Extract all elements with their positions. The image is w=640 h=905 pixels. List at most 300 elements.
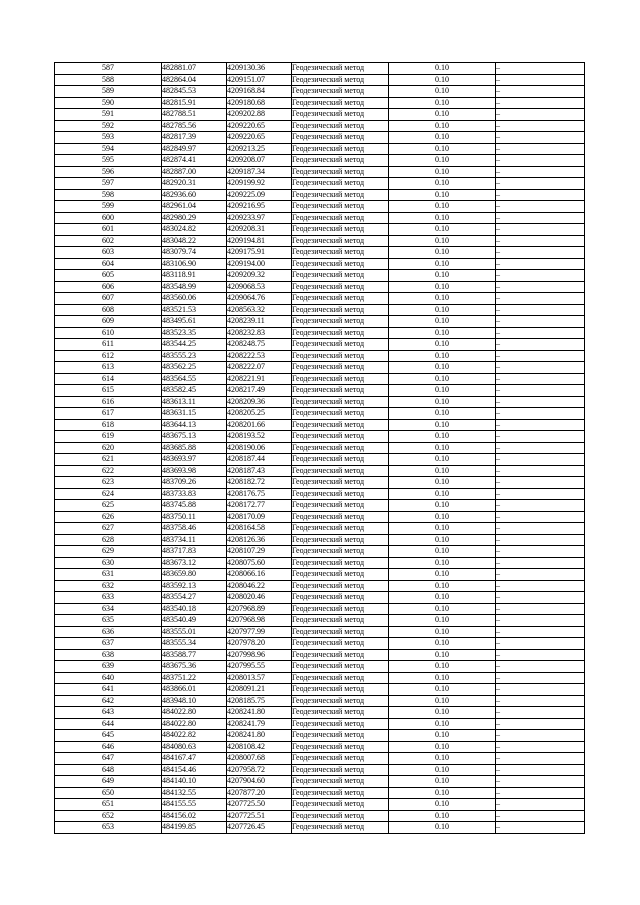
- point-number-cell: 635: [55, 615, 162, 627]
- accuracy-cell: 0.10: [389, 442, 496, 454]
- accuracy-cell: 0.10: [389, 201, 496, 213]
- accuracy-cell: 0.10: [389, 477, 496, 489]
- point-number-cell: 590: [55, 97, 162, 109]
- x-coordinate-cell: 484022.82: [162, 730, 227, 742]
- table-row: [55, 362, 585, 374]
- y-coordinate-cell: 4208563.32: [227, 304, 292, 316]
- description-cell: –: [496, 408, 585, 420]
- method-cell: Геодезический метод: [292, 638, 389, 650]
- description-cell: –: [496, 661, 585, 673]
- method-cell: Геодезический метод: [292, 178, 389, 190]
- description-cell: –: [496, 707, 585, 719]
- x-coordinate-cell: 483659.80: [162, 569, 227, 581]
- x-coordinate-cell: 482936.60: [162, 189, 227, 201]
- table-row: [55, 178, 585, 190]
- x-coordinate-cell: 483560.06: [162, 293, 227, 305]
- point-number-cell: 608: [55, 304, 162, 316]
- x-coordinate-cell: 482815.91: [162, 97, 227, 109]
- point-number-cell: 653: [55, 822, 162, 834]
- y-coordinate-cell: 4207977.99: [227, 626, 292, 638]
- y-coordinate-cell: 4208222.07: [227, 362, 292, 374]
- accuracy-cell: 0.10: [389, 753, 496, 765]
- y-coordinate-cell: 4207725.51: [227, 810, 292, 822]
- description-cell: –: [496, 672, 585, 684]
- description-cell: –: [496, 316, 585, 328]
- method-cell: Геодезический метод: [292, 488, 389, 500]
- method-cell: Геодезический метод: [292, 799, 389, 811]
- description-cell: –: [496, 787, 585, 799]
- point-number-cell: 625: [55, 500, 162, 512]
- description-cell: –: [496, 615, 585, 627]
- accuracy-cell: 0.10: [389, 580, 496, 592]
- y-coordinate-cell: 4208020.46: [227, 592, 292, 604]
- accuracy-cell: 0.10: [389, 454, 496, 466]
- coordinates-table: [54, 62, 585, 834]
- point-number-cell: 631: [55, 569, 162, 581]
- accuracy-cell: 0.10: [389, 799, 496, 811]
- description-cell: –: [496, 534, 585, 546]
- description-cell: –: [496, 764, 585, 776]
- method-cell: Геодезический метод: [292, 270, 389, 282]
- point-number-cell: 599: [55, 201, 162, 213]
- method-cell: Геодезический метод: [292, 822, 389, 834]
- accuracy-cell: 0.10: [389, 281, 496, 293]
- description-cell: –: [496, 638, 585, 650]
- accuracy-cell: 0.10: [389, 707, 496, 719]
- table-row: [55, 523, 585, 535]
- method-cell: Геодезический метод: [292, 74, 389, 86]
- point-number-cell: 591: [55, 109, 162, 121]
- point-number-cell: 613: [55, 362, 162, 374]
- table-row: [55, 753, 585, 765]
- point-number-cell: 596: [55, 166, 162, 178]
- y-coordinate-cell: 4207904.60: [227, 776, 292, 788]
- y-coordinate-cell: 4207726.45: [227, 822, 292, 834]
- x-coordinate-cell: 483555.34: [162, 638, 227, 650]
- point-number-cell: 632: [55, 580, 162, 592]
- method-cell: Геодезический метод: [292, 132, 389, 144]
- x-coordinate-cell: 482864.04: [162, 74, 227, 86]
- x-coordinate-cell: 483564.55: [162, 373, 227, 385]
- point-number-cell: 589: [55, 86, 162, 98]
- method-cell: Геодезический метод: [292, 224, 389, 236]
- method-cell: Геодезический метод: [292, 201, 389, 213]
- accuracy-cell: 0.10: [389, 316, 496, 328]
- y-coordinate-cell: 4208185.75: [227, 695, 292, 707]
- point-number-cell: 623: [55, 477, 162, 489]
- table-row: [55, 316, 585, 328]
- accuracy-cell: 0.10: [389, 672, 496, 684]
- description-cell: –: [496, 132, 585, 144]
- table-row: [55, 166, 585, 178]
- table-row: [55, 730, 585, 742]
- description-cell: –: [496, 810, 585, 822]
- x-coordinate-cell: 483548.99: [162, 281, 227, 293]
- table-row: [55, 408, 585, 420]
- accuracy-cell: 0.10: [389, 385, 496, 397]
- x-coordinate-cell: 482845.53: [162, 86, 227, 98]
- table-row: [55, 511, 585, 523]
- description-cell: –: [496, 396, 585, 408]
- y-coordinate-cell: 4209213.25: [227, 143, 292, 155]
- accuracy-cell: 0.10: [389, 603, 496, 615]
- x-coordinate-cell: 484156.02: [162, 810, 227, 822]
- description-cell: –: [496, 212, 585, 224]
- table-row: [55, 695, 585, 707]
- table-row: [55, 281, 585, 293]
- method-cell: Геодезический метод: [292, 557, 389, 569]
- x-coordinate-cell: 483521.53: [162, 304, 227, 316]
- x-coordinate-cell: 483106.90: [162, 258, 227, 270]
- y-coordinate-cell: 4208190.06: [227, 442, 292, 454]
- x-coordinate-cell: 483555.23: [162, 350, 227, 362]
- method-cell: Геодезический метод: [292, 189, 389, 201]
- y-coordinate-cell: 4208241.80: [227, 730, 292, 742]
- x-coordinate-cell: 482881.07: [162, 63, 227, 75]
- point-number-cell: 647: [55, 753, 162, 765]
- table-row: [55, 258, 585, 270]
- description-cell: –: [496, 511, 585, 523]
- y-coordinate-cell: 4209209.32: [227, 270, 292, 282]
- accuracy-cell: 0.10: [389, 270, 496, 282]
- point-number-cell: 638: [55, 649, 162, 661]
- method-cell: Геодезический метод: [292, 408, 389, 420]
- description-cell: –: [496, 557, 585, 569]
- point-number-cell: 626: [55, 511, 162, 523]
- point-number-cell: 618: [55, 419, 162, 431]
- table-row: [55, 638, 585, 650]
- point-number-cell: 641: [55, 684, 162, 696]
- point-number-cell: 593: [55, 132, 162, 144]
- description-cell: –: [496, 247, 585, 259]
- description-cell: –: [496, 97, 585, 109]
- method-cell: Геодезический метод: [292, 431, 389, 443]
- x-coordinate-cell: 483675.13: [162, 431, 227, 443]
- x-coordinate-cell: 482785.56: [162, 120, 227, 132]
- point-number-cell: 646: [55, 741, 162, 753]
- table-row: [55, 189, 585, 201]
- accuracy-cell: 0.10: [389, 718, 496, 730]
- accuracy-cell: 0.10: [389, 212, 496, 224]
- x-coordinate-cell: 483733.83: [162, 488, 227, 500]
- y-coordinate-cell: 4207725.50: [227, 799, 292, 811]
- method-cell: Геодезический метод: [292, 695, 389, 707]
- y-coordinate-cell: 4208221.91: [227, 373, 292, 385]
- accuracy-cell: 0.10: [389, 730, 496, 742]
- table-row: [55, 649, 585, 661]
- y-coordinate-cell: 4208176.75: [227, 488, 292, 500]
- y-coordinate-cell: 4208066.16: [227, 569, 292, 581]
- accuracy-cell: 0.10: [389, 235, 496, 247]
- table-row: [55, 569, 585, 581]
- x-coordinate-cell: 482849.97: [162, 143, 227, 155]
- x-coordinate-cell: 483750.11: [162, 511, 227, 523]
- accuracy-cell: 0.10: [389, 408, 496, 420]
- method-cell: Геодезический метод: [292, 511, 389, 523]
- accuracy-cell: 0.10: [389, 626, 496, 638]
- y-coordinate-cell: 4207978.20: [227, 638, 292, 650]
- accuracy-cell: 0.10: [389, 350, 496, 362]
- x-coordinate-cell: 482817.39: [162, 132, 227, 144]
- method-cell: Геодезический метод: [292, 293, 389, 305]
- description-cell: –: [496, 86, 585, 98]
- accuracy-cell: 0.10: [389, 396, 496, 408]
- method-cell: Геодезический метод: [292, 592, 389, 604]
- description-cell: –: [496, 523, 585, 535]
- description-cell: –: [496, 339, 585, 351]
- table-row: [55, 615, 585, 627]
- description-cell: –: [496, 120, 585, 132]
- point-number-cell: 602: [55, 235, 162, 247]
- point-number-cell: 587: [55, 63, 162, 75]
- method-cell: Геодезический метод: [292, 442, 389, 454]
- point-number-cell: 607: [55, 293, 162, 305]
- y-coordinate-cell: 4208239.11: [227, 316, 292, 328]
- method-cell: Геодезический метод: [292, 63, 389, 75]
- accuracy-cell: 0.10: [389, 132, 496, 144]
- x-coordinate-cell: 483079.74: [162, 247, 227, 259]
- method-cell: Геодезический метод: [292, 454, 389, 466]
- description-cell: –: [496, 649, 585, 661]
- table-row: [55, 810, 585, 822]
- point-number-cell: 651: [55, 799, 162, 811]
- table-row: [55, 741, 585, 753]
- y-coordinate-cell: 4209194.00: [227, 258, 292, 270]
- method-cell: Геодезический метод: [292, 626, 389, 638]
- description-cell: –: [496, 362, 585, 374]
- y-coordinate-cell: 4209199.92: [227, 178, 292, 190]
- method-cell: Геодезический метод: [292, 247, 389, 259]
- y-coordinate-cell: 4208046.22: [227, 580, 292, 592]
- table-row: [55, 132, 585, 144]
- accuracy-cell: 0.10: [389, 684, 496, 696]
- accuracy-cell: 0.10: [389, 258, 496, 270]
- description-cell: –: [496, 477, 585, 489]
- x-coordinate-cell: 482961.04: [162, 201, 227, 213]
- method-cell: Геодезический метод: [292, 350, 389, 362]
- point-number-cell: 637: [55, 638, 162, 650]
- method-cell: Геодезический метод: [292, 396, 389, 408]
- accuracy-cell: 0.10: [389, 465, 496, 477]
- method-cell: Геодезический метод: [292, 109, 389, 121]
- y-coordinate-cell: 4208164.58: [227, 523, 292, 535]
- x-coordinate-cell: 483592.13: [162, 580, 227, 592]
- y-coordinate-cell: 4208187.43: [227, 465, 292, 477]
- table-row: [55, 247, 585, 259]
- accuracy-cell: 0.10: [389, 822, 496, 834]
- table-row: [55, 109, 585, 121]
- point-number-cell: 603: [55, 247, 162, 259]
- accuracy-cell: 0.10: [389, 86, 496, 98]
- method-cell: Геодезический метод: [292, 787, 389, 799]
- description-cell: –: [496, 776, 585, 788]
- x-coordinate-cell: 483685.88: [162, 442, 227, 454]
- accuracy-cell: 0.10: [389, 546, 496, 558]
- point-number-cell: 640: [55, 672, 162, 684]
- table-row: [55, 373, 585, 385]
- y-coordinate-cell: 4208126.36: [227, 534, 292, 546]
- x-coordinate-cell: 483048.22: [162, 235, 227, 247]
- y-coordinate-cell: 4208241.80: [227, 707, 292, 719]
- table-row: [55, 327, 585, 339]
- x-coordinate-cell: 483948.10: [162, 695, 227, 707]
- description-cell: –: [496, 431, 585, 443]
- accuracy-cell: 0.10: [389, 557, 496, 569]
- method-cell: Геодезический метод: [292, 776, 389, 788]
- x-coordinate-cell: 483523.35: [162, 327, 227, 339]
- accuracy-cell: 0.10: [389, 615, 496, 627]
- x-coordinate-cell: 483582.45: [162, 385, 227, 397]
- table-row: [55, 500, 585, 512]
- method-cell: Геодезический метод: [292, 339, 389, 351]
- description-cell: –: [496, 569, 585, 581]
- method-cell: Геодезический метод: [292, 534, 389, 546]
- description-cell: –: [496, 293, 585, 305]
- x-coordinate-cell: 483540.49: [162, 615, 227, 627]
- table-row: [55, 488, 585, 500]
- accuracy-cell: 0.10: [389, 155, 496, 167]
- table-row: [55, 603, 585, 615]
- accuracy-cell: 0.10: [389, 74, 496, 86]
- x-coordinate-cell: 483540.18: [162, 603, 227, 615]
- y-coordinate-cell: 4209220.65: [227, 132, 292, 144]
- y-coordinate-cell: 4208193.52: [227, 431, 292, 443]
- description-cell: –: [496, 730, 585, 742]
- method-cell: Геодезический метод: [292, 580, 389, 592]
- method-cell: Геодезический метод: [292, 281, 389, 293]
- table-row: [55, 672, 585, 684]
- method-cell: Геодезический метод: [292, 97, 389, 109]
- point-number-cell: 620: [55, 442, 162, 454]
- point-number-cell: 609: [55, 316, 162, 328]
- description-cell: –: [496, 753, 585, 765]
- y-coordinate-cell: 4209233.97: [227, 212, 292, 224]
- y-coordinate-cell: 4207995.55: [227, 661, 292, 673]
- accuracy-cell: 0.10: [389, 143, 496, 155]
- point-number-cell: 595: [55, 155, 162, 167]
- x-coordinate-cell: 482788.51: [162, 109, 227, 121]
- description-cell: –: [496, 327, 585, 339]
- y-coordinate-cell: 4208107.29: [227, 546, 292, 558]
- x-coordinate-cell: 483709.26: [162, 477, 227, 489]
- description-cell: –: [496, 143, 585, 155]
- point-number-cell: 644: [55, 718, 162, 730]
- method-cell: Геодезический метод: [292, 316, 389, 328]
- point-number-cell: 652: [55, 810, 162, 822]
- accuracy-cell: 0.10: [389, 247, 496, 259]
- description-cell: –: [496, 718, 585, 730]
- table-row: [55, 626, 585, 638]
- x-coordinate-cell: 483675.36: [162, 661, 227, 673]
- description-cell: –: [496, 385, 585, 397]
- point-number-cell: 645: [55, 730, 162, 742]
- table-row: [55, 557, 585, 569]
- point-number-cell: 616: [55, 396, 162, 408]
- method-cell: Геодезический метод: [292, 672, 389, 684]
- y-coordinate-cell: 4208172.77: [227, 500, 292, 512]
- method-cell: Геодезический метод: [292, 569, 389, 581]
- y-coordinate-cell: 4208013.57: [227, 672, 292, 684]
- table-row: [55, 293, 585, 305]
- point-number-cell: 606: [55, 281, 162, 293]
- description-cell: –: [496, 442, 585, 454]
- point-number-cell: 594: [55, 143, 162, 155]
- accuracy-cell: 0.10: [389, 787, 496, 799]
- x-coordinate-cell: 483644.13: [162, 419, 227, 431]
- point-number-cell: 592: [55, 120, 162, 132]
- accuracy-cell: 0.10: [389, 373, 496, 385]
- description-cell: –: [496, 592, 585, 604]
- accuracy-cell: 0.10: [389, 500, 496, 512]
- point-number-cell: 642: [55, 695, 162, 707]
- description-cell: –: [496, 109, 585, 121]
- table-row: [55, 419, 585, 431]
- x-coordinate-cell: 483588.77: [162, 649, 227, 661]
- point-number-cell: 600: [55, 212, 162, 224]
- method-cell: Геодезический метод: [292, 304, 389, 316]
- description-cell: –: [496, 500, 585, 512]
- x-coordinate-cell: 483613.11: [162, 396, 227, 408]
- method-cell: Геодезический метод: [292, 741, 389, 753]
- method-cell: Геодезический метод: [292, 373, 389, 385]
- x-coordinate-cell: 484022.80: [162, 718, 227, 730]
- method-cell: Геодезический метод: [292, 753, 389, 765]
- description-cell: –: [496, 224, 585, 236]
- table-row: [55, 661, 585, 673]
- method-cell: Геодезический метод: [292, 362, 389, 374]
- description-cell: –: [496, 373, 585, 385]
- method-cell: Геодезический метод: [292, 546, 389, 558]
- x-coordinate-cell: 483673.12: [162, 557, 227, 569]
- accuracy-cell: 0.10: [389, 63, 496, 75]
- x-coordinate-cell: 483717.83: [162, 546, 227, 558]
- x-coordinate-cell: 484080.63: [162, 741, 227, 753]
- table-row: [55, 97, 585, 109]
- method-cell: Геодезический метод: [292, 86, 389, 98]
- point-number-cell: 629: [55, 546, 162, 558]
- y-coordinate-cell: 4207958.72: [227, 764, 292, 776]
- table-row: [55, 477, 585, 489]
- y-coordinate-cell: 4208091.21: [227, 684, 292, 696]
- description-cell: –: [496, 235, 585, 247]
- table-row: [55, 120, 585, 132]
- x-coordinate-cell: 483758.46: [162, 523, 227, 535]
- table-row: [55, 86, 585, 98]
- method-cell: Геодезический метод: [292, 684, 389, 696]
- accuracy-cell: 0.10: [389, 661, 496, 673]
- x-coordinate-cell: 483751.22: [162, 672, 227, 684]
- table-row: [55, 442, 585, 454]
- y-coordinate-cell: 4209216.95: [227, 201, 292, 213]
- accuracy-cell: 0.10: [389, 638, 496, 650]
- description-cell: –: [496, 626, 585, 638]
- x-coordinate-cell: 483693.97: [162, 454, 227, 466]
- table-row: [55, 707, 585, 719]
- point-number-cell: 611: [55, 339, 162, 351]
- description-cell: –: [496, 546, 585, 558]
- y-coordinate-cell: 4209202.88: [227, 109, 292, 121]
- y-coordinate-cell: 4207968.98: [227, 615, 292, 627]
- y-coordinate-cell: 4208217.49: [227, 385, 292, 397]
- description-cell: –: [496, 155, 585, 167]
- y-coordinate-cell: 4208205.25: [227, 408, 292, 420]
- table-row: [55, 684, 585, 696]
- method-cell: Геодезический метод: [292, 730, 389, 742]
- description-cell: –: [496, 258, 585, 270]
- method-cell: Геодезический метод: [292, 764, 389, 776]
- accuracy-cell: 0.10: [389, 362, 496, 374]
- point-number-cell: 624: [55, 488, 162, 500]
